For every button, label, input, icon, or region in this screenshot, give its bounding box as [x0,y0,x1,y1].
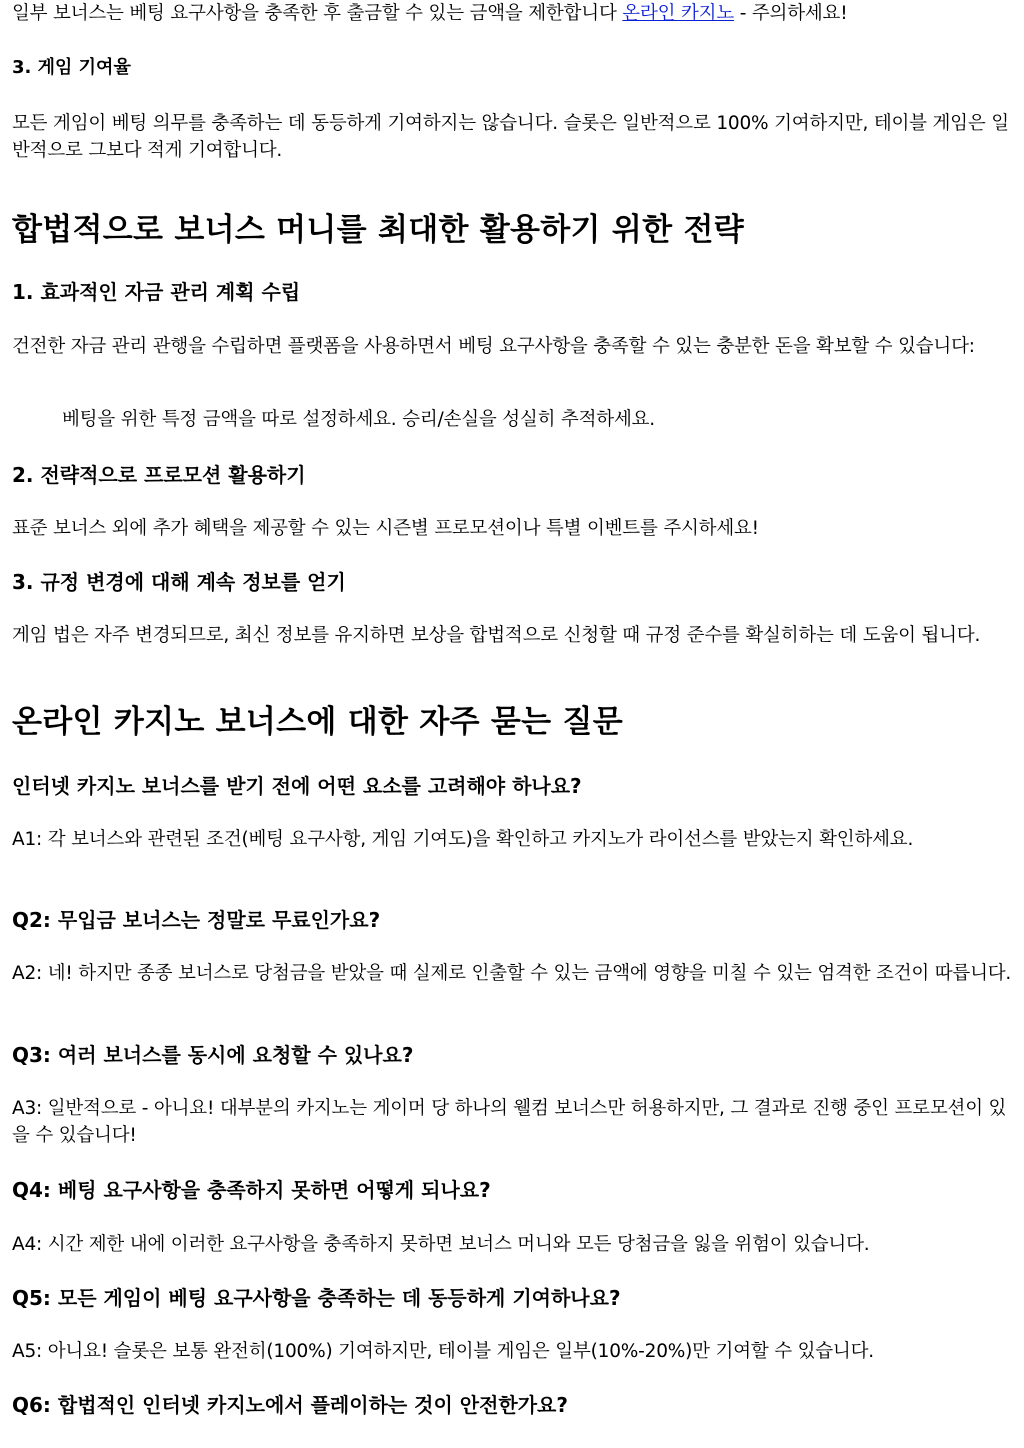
faq-q6: Q6: 합법적인 인터넷 카지노에서 플레이하는 것이 안전한가요? [12,1393,568,1417]
faq-a4: A4: 시간 제한 내에 이러한 요구사항을 충족하지 못하면 보너스 머니와 모든 당첨금을 잃을 위험이 있습니다. [12,1234,870,1255]
strategy-2-body: 표준 보너스 외에 추가 혜택을 제공할 수 있는 시즌별 프로모션이나 특별 이벤트를 주시하세요! [12,518,759,539]
faq-a2: A2: 네! 하지만 종종 보너스로 당첨금을 받았을 때 실제로 인출할 수 있는 금액에 영향을 미칠 수 있는 엄격한 조건이 따릅니다. [12,963,1012,984]
intro-text-after: - 주의하세요! [734,3,848,24]
contribution-heading: 3. 게임 기여율 [12,57,131,78]
faq-q2: Q2: 무입금 보너스는 정말로 무료인가요? [12,908,381,932]
strategy-3-body: 게임 법은 자주 변경되므로, 최신 정보를 유지하면 보상을 합법적으로 신청할 때 규정 준수를 확실히하는 데 도움이 됩니다. [12,625,981,646]
strategy-1-indent: 베팅을 위한 특정 금액을 따로 설정하세요. 승리/손실을 성실히 추적하세요. [62,409,655,430]
contribution-body: 모든 게임이 베팅 의무를 충족하는 데 동등하게 기여하지는 않습니다. 슬롯은 일반적으로 100% 기여하지만, 테이블 게임은 일반적으로 그보다 적게 기여합니다. [12,113,1009,161]
strategy-1-body: 건전한 자금 관리 관행을 수립하면 플랫폼을 사용하면서 베팅 요구사항을 충족할 수 있는 충분한 돈을 확보할 수 있습니다: [12,336,975,357]
strategy-2-heading: 2. 전략적으로 프로모션 활용하기 [12,463,306,487]
strategy-3-heading: 3. 규정 변경에 대해 계속 정보를 얻기 [12,570,346,594]
online-casino-link[interactable]: 온라인 카지노 [622,3,735,24]
intro-paragraph [12,0,1012,27]
faq-a3: A3: 일반적으로 - 아니요! 대부분의 카지노는 게이머 당 하나의 웰컴 보너스만 허용하지만, 그 결과로 진행 중인 프로모션이 있을 수 있습니다! [12,1098,1007,1146]
faq-q5: Q5: 모든 게임이 베팅 요구사항을 충족하는 데 동등하게 기여하나요? [12,1286,621,1310]
faq-heading: 온라인 카지노 보너스에 대한 자주 묻는 질문 [12,704,623,740]
strategy-1-heading: 1. 효과적인 자금 관리 계획 수립 [12,280,301,304]
faq-a1: A1: 각 보너스와 관련된 조건(베팅 요구사항, 게임 기여도)을 확인하고 카지노가 라이선스를 받았는지 확인하세요. [12,829,914,850]
faq-a5: A5: 아니요! 슬롯은 보통 완전히(100%) 기여하지만, 테이블 게임은 일부(10%-20%)만 기여할 수 있습니다. [12,1341,874,1362]
intro-text-before: 일부 보너스는 베팅 요구사항을 충족한 후 출금할 수 있는 금액을 제한합니다 [12,3,623,24]
strategy-heading: 합법적으로 보너스 머니를 최대한 활용하기 위한 전략 [12,212,744,248]
faq-q3: Q3: 여러 보너스를 동시에 요청할 수 있나요? [12,1043,414,1067]
faq-q1: 인터넷 카지노 보너스를 받기 전에 어떤 요소를 고려해야 하나요? [12,774,582,798]
faq-q4: Q4: 베팅 요구사항을 충족하지 못하면 어떻게 되나요? [12,1178,491,1202]
